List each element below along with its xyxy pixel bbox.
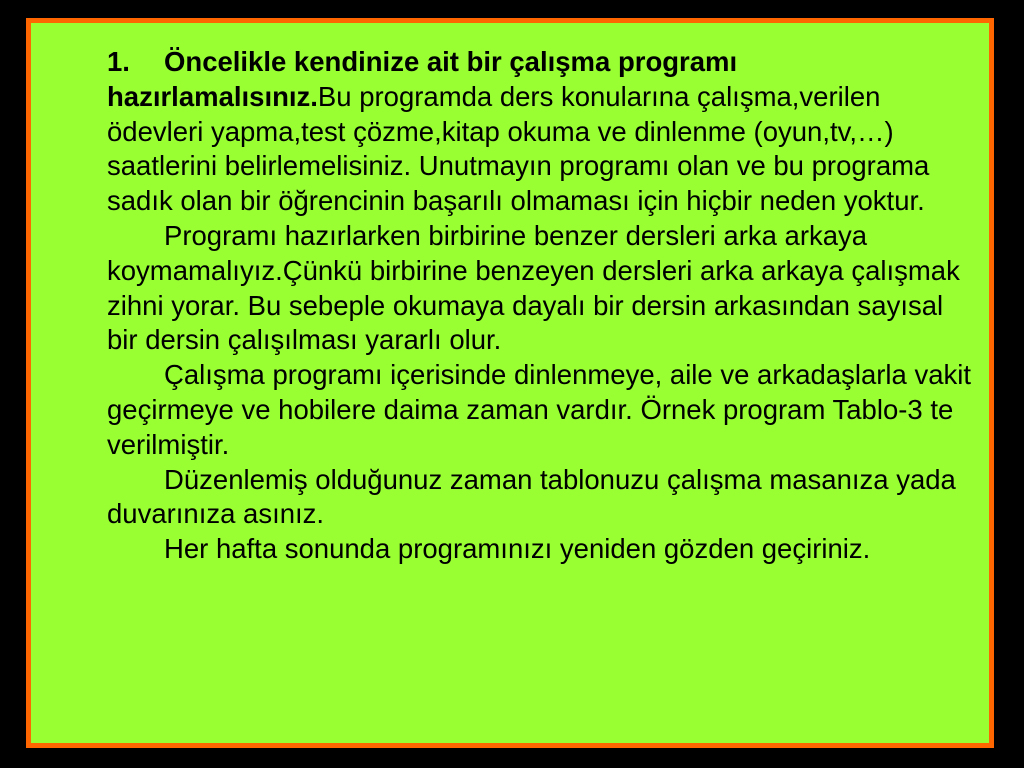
slide-content xyxy=(107,45,977,567)
paragraph-3: Çalışma programı içerisinde dinlenmeye, aile ve arkadaşlarla vakit geçirmeye ve hobilere daima zaman vardır. Örnek program Tablo-3 te verilmiştir. xyxy=(107,359,972,460)
slide-frame xyxy=(26,18,994,748)
paragraph-4: Düzenlemiş olduğunuz zaman tablonuzu çalışma masanıza yada duvarınıza asınız. xyxy=(107,463,956,530)
paragraph-2: Programı hazırlarken birbirine benzer dersleri arka arkaya koymamalıyız.Çünkü birbirine benzeyen dersleri arka arkaya çalışmak zihni yorar. Bu sebeple okumaya dayalı bir dersin arkasından sayısal bir dersin çalışılması yararlı olur. xyxy=(107,219,960,356)
item-1-paragraph xyxy=(107,45,977,219)
item-number: 1. xyxy=(107,46,130,77)
paragraph-5: Her hafta sonunda programınızı yeniden gözden geçiriniz. xyxy=(164,533,871,565)
item-body: Bu programda ders konularına çalışma,verilen ödevleri yapma,test çözme,kitap okuma ve dinlenme (oyun,tv,…) saatlerini belirlemelisiniz. Unutmayın programı olan ve bu programa sadık olan bir öğrencinin başarılı olmaması için hiçbir neden yoktur. xyxy=(107,80,930,217)
item-heading: Öncelikle kendinize ait bir çalışma programı hazırlamalısınız. xyxy=(107,46,738,112)
